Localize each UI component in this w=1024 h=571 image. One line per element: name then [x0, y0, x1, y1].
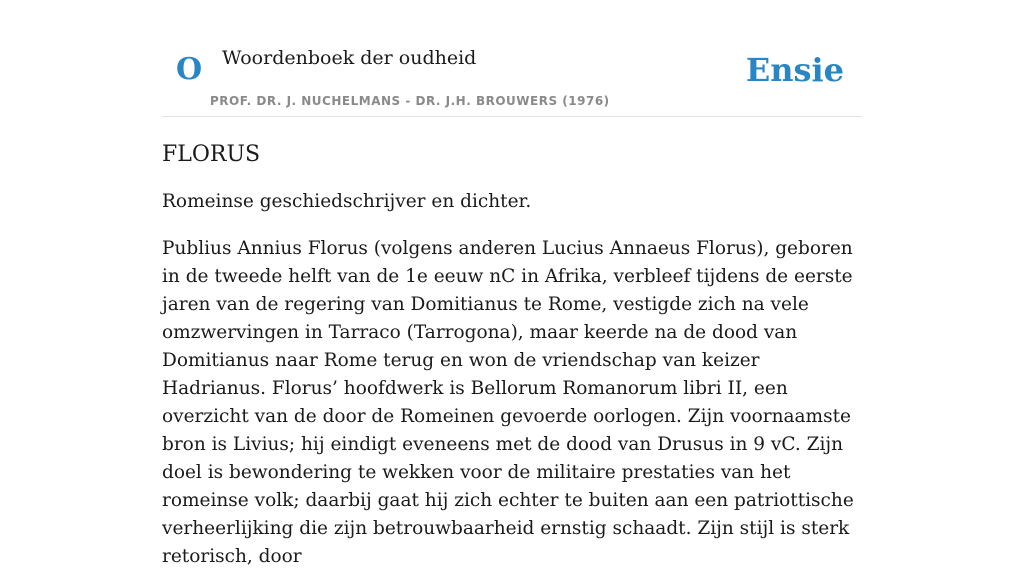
ensie-logo[interactable]: Ensie [745, 51, 844, 89]
entry-title: FLORUS [162, 142, 261, 167]
book-letter-icon[interactable]: O [176, 52, 203, 87]
entry-body: Publius Annius Florus (volgens anderen Lucius Annaeus Florus), geboren in de tweede helft van de 1e eeuw nC in Afrika, verbleef tijdens de eerste jaren van de regering van Domitianus te Rome, vestigde zich na vele omzwervingen in Tarraco (Tarrogona), maar keerde na de dood van Domitianus naar Rome terug en won de vriendschap van keizer Hadrianus. Florus’ hoofdwerk is Bellorum Romanorum libri II, een overzicht van de door de Romeinen gevoerde oorlogen. Zijn voornaamste bron is Livius; hij eindigt eveneens met de dood van Drusus in 9 vC. Zijn doel is bewondering te wekken voor de militaire prestaties van het romeinse volk; daarbij gaat hij zich echter te buiten aan een patriottische verheerlijking die zijn betrouwbaarheid ernstig schaadt. Zijn stijl is sterk retorisch, door [162, 238, 854, 567]
book-authors: PROF. DR. J. NUCHELMANS - DR. J.H. BROUWERS (1976) [210, 94, 610, 108]
entry-content [162, 138, 862, 571]
book-title-link[interactable]: Woordenboek der oudheid [222, 47, 477, 69]
entry-summary: Romeinse geschiedschrijver en dichter. [162, 191, 532, 212]
book-header [162, 0, 862, 117]
